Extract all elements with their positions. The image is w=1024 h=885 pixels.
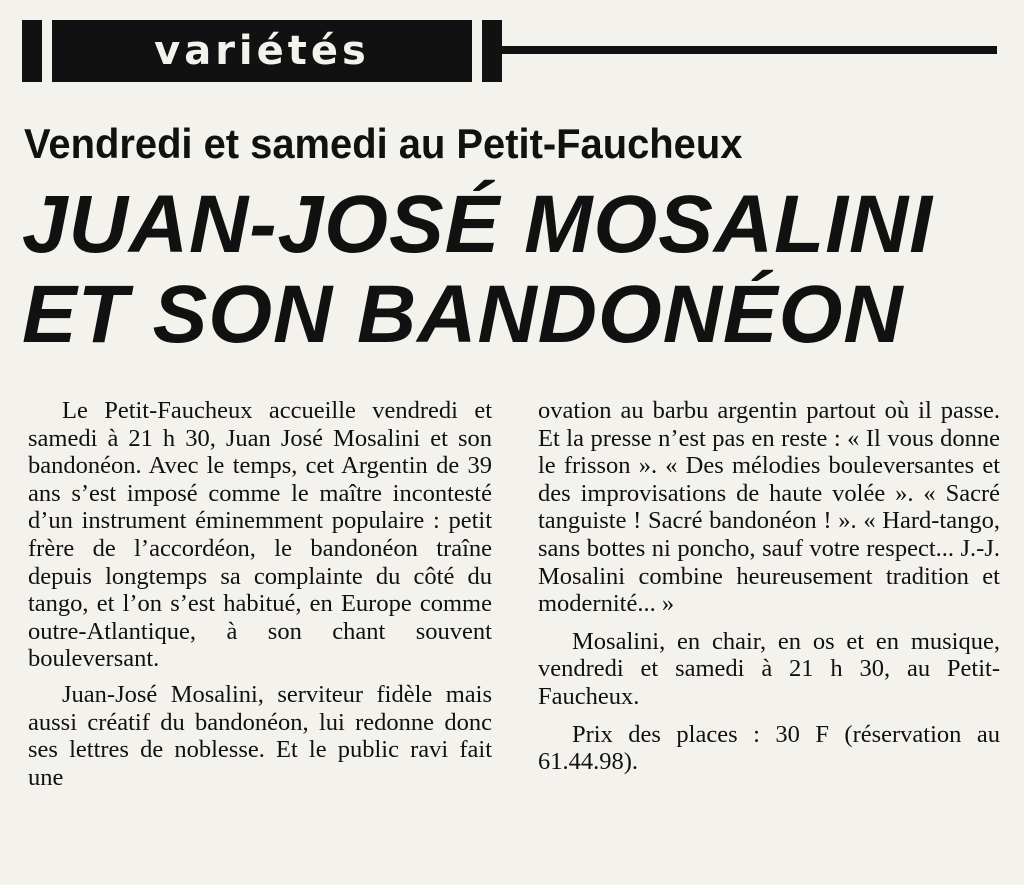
section-label: variétés: [154, 28, 370, 74]
article-column-right: [538, 397, 1000, 872]
kicker-headline: Vendredi et samedi au Petit-Faucheux: [24, 120, 743, 167]
paragraph-schedule: Mosalini, en chair, en os et en musique, vendredi et samedi à 21 h 30, au Petit-Faucheux.: [538, 627, 1000, 710]
headline-line-1: JUAN-JOSÉ MOSALINI: [22, 179, 933, 270]
banner-bar-right: [482, 20, 502, 82]
paragraph-second: Juan-José Mosalini, serviteur fidèle mais aussi créatif du bandonéon, lui redonne donc ses lettres de noblesse. Et le public ravi fait une: [28, 680, 492, 791]
article-column-left: [28, 397, 492, 872]
paragraph-prices: Prix des places : 30 F (réservation au 61.44.98).: [538, 720, 1000, 776]
paragraph-continuation: ovation au barbu argentin partout où il passe. Et la presse n’est pas en reste : « Il vous donne le frisson ». « Des mélodies bouleversantes et des improvisations de haute volée ». « Sacré tanguiste ! Sacré bandonéon ! ». « Hard-tango, sans bottes ni poncho, sauf votre respect... J.-J. Mosalini combine heureusement tradition et modernité... »: [538, 397, 1000, 618]
banner-bar-left: [22, 20, 42, 82]
section-rule: [502, 46, 997, 54]
paragraph-intro: Le Petit-Faucheux accueille vendredi et samedi à 21 h 30, Juan José Mosalini et son bandonéon. Avec le temps, cet Argentin de 39 ans s’est imposé comme le maître incontesté d’un instrument éminemment populaire : petit frère de l’accordéon, le bandonéon traîne depuis longtemps sa complainte du côté du tango, et l’on s’est habitué, en Europe comme outre-Atlantique, à son chant souvent bouleversant.: [28, 397, 492, 673]
headline-line-2: ET SON BANDONÉON: [22, 269, 904, 360]
section-banner: [22, 20, 1002, 82]
main-headline: [22, 180, 1012, 360]
